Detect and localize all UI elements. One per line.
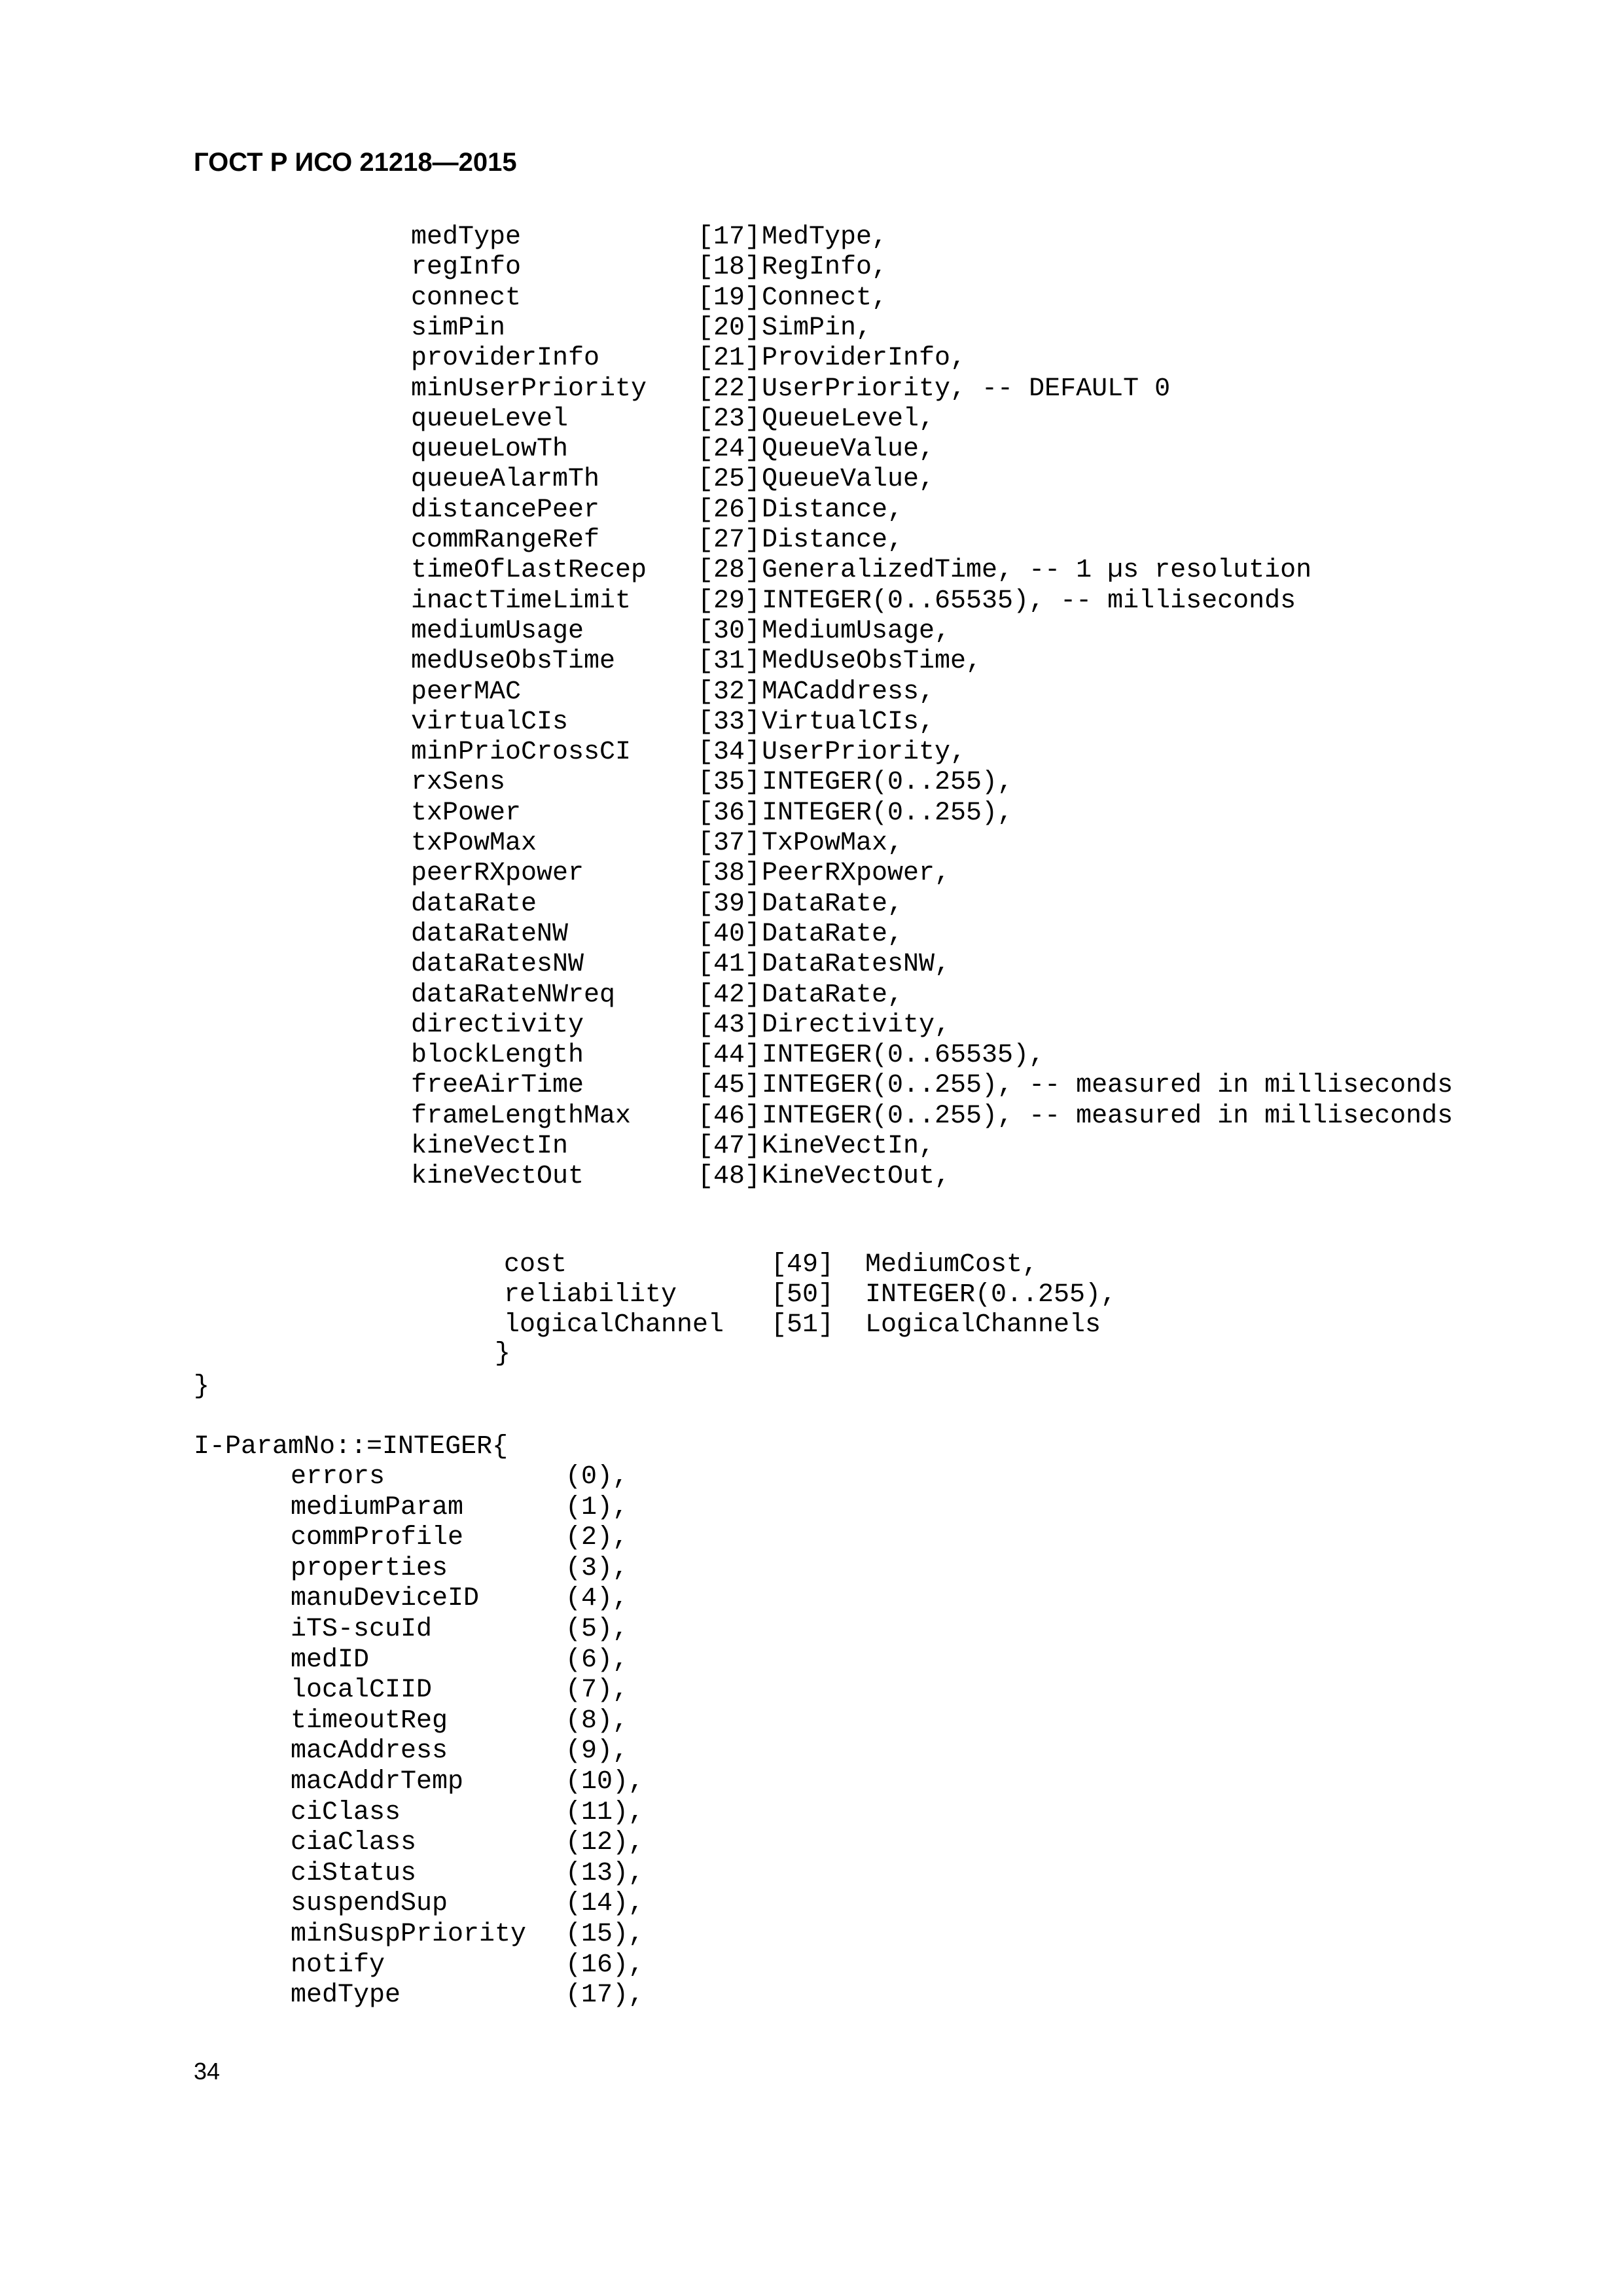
code-line xyxy=(0,1920,1623,1950)
code-name: virtualCIs xyxy=(411,707,569,737)
code-tag: [28] xyxy=(698,556,761,586)
code-tag: [46] xyxy=(698,1101,761,1131)
code-tag: [39] xyxy=(698,889,761,919)
code-type: INTEGER(0..255), -- measured in milliseconds xyxy=(762,1071,1454,1101)
code-line xyxy=(0,647,1623,677)
code-name: localCIID xyxy=(291,1676,433,1706)
code-line xyxy=(0,738,1623,768)
code-tag: [20] xyxy=(698,313,761,343)
code-tag: [38] xyxy=(698,859,761,889)
code-type: UserPriority, -- DEFAULT 0 xyxy=(762,374,1171,404)
code-type: DataRate, xyxy=(762,919,904,949)
code-name: suspendSup xyxy=(291,1889,448,1919)
code-value: (11), xyxy=(565,1797,645,1827)
code-type: DataRate, xyxy=(762,889,904,919)
code-value: (9), xyxy=(565,1736,629,1767)
code-line xyxy=(0,1132,1623,1162)
code-line xyxy=(0,1859,1623,1889)
code-tag: [22] xyxy=(698,374,761,404)
code-name: freeAirTime xyxy=(411,1071,584,1101)
code-name: dataRateNWreq xyxy=(411,980,616,1010)
code-line xyxy=(0,1798,1623,1828)
code-line xyxy=(0,1071,1623,1101)
code-name: minUserPriority xyxy=(411,374,647,404)
code-value: (6), xyxy=(565,1645,629,1675)
code-type: ProviderInfo, xyxy=(762,344,967,374)
code-name: dataRatesNW xyxy=(411,950,584,980)
code-name: commProfile xyxy=(291,1523,464,1553)
code-tag: [49] xyxy=(771,1250,834,1280)
code-tag: [25] xyxy=(698,465,761,495)
code-line xyxy=(0,1645,1623,1676)
code-line xyxy=(0,1523,1623,1553)
code-name: peerRXpower xyxy=(411,859,584,889)
code-line xyxy=(0,586,1623,617)
code-value: (8), xyxy=(565,1706,629,1736)
code-line xyxy=(0,1981,1623,2011)
code-line xyxy=(0,829,1623,859)
code-value: (12), xyxy=(565,1828,645,1858)
code-type: INTEGER(0..255), xyxy=(762,798,1014,828)
code-tag: [35] xyxy=(698,768,761,798)
code-name: cost xyxy=(504,1250,567,1280)
code-tag: [48] xyxy=(698,1162,761,1192)
code-line xyxy=(0,1102,1623,1132)
code-tag: [37] xyxy=(698,829,761,858)
code-name: timeOfLastRecep xyxy=(411,556,647,586)
code-line xyxy=(0,889,1623,920)
code-value: (14), xyxy=(565,1889,645,1919)
code-type: MedUseObsTime, xyxy=(762,647,982,677)
code-type: RegInfo, xyxy=(762,253,888,283)
code-line xyxy=(0,314,1623,344)
code-name: providerInfo xyxy=(411,344,600,374)
code-value: (4), xyxy=(565,1584,629,1614)
code-type: QueueValue, xyxy=(762,435,935,465)
code-name: notify xyxy=(291,1950,385,1980)
code-name: dataRate xyxy=(411,889,537,919)
code-line xyxy=(0,526,1623,556)
code-type: INTEGER(0..65535), xyxy=(762,1041,1045,1071)
code-line xyxy=(0,344,1623,374)
code-line xyxy=(0,1554,1623,1584)
code-tag: [36] xyxy=(698,798,761,828)
code-tag: [51] xyxy=(771,1310,834,1340)
code-line xyxy=(0,283,1623,314)
code-name: peerMAC xyxy=(411,677,522,707)
code-value: (17), xyxy=(565,1981,645,2011)
code-line xyxy=(0,374,1623,404)
code-name: kineVectOut xyxy=(411,1162,584,1192)
code-tag: [43] xyxy=(698,1010,761,1040)
code-line xyxy=(0,1584,1623,1614)
code-name: macAddrTemp xyxy=(291,1767,464,1797)
code-tag: [23] xyxy=(698,404,761,434)
code-line xyxy=(0,465,1623,495)
code-name: dataRateNW xyxy=(411,919,569,949)
code-line xyxy=(0,1676,1623,1706)
code-type: PeerRXpower, xyxy=(762,859,951,889)
code-name: queueLowTh xyxy=(411,435,569,465)
code-type: MedType, xyxy=(762,223,888,252)
code-type: INTEGER(0..255), -- measured in milliseconds xyxy=(762,1101,1454,1131)
code-tag: [18] xyxy=(698,253,761,283)
code-name: inactTimeLimit xyxy=(411,586,632,616)
code-line xyxy=(0,1767,1623,1797)
code-name: txPowMax xyxy=(411,829,537,858)
code-name: connect xyxy=(411,283,522,313)
code-name: queueAlarmTh xyxy=(411,465,600,495)
code-name: rxSens xyxy=(411,768,506,798)
code-line xyxy=(0,1462,1623,1492)
code-type: MediumUsage, xyxy=(762,616,951,646)
code-name: reliability xyxy=(504,1280,677,1310)
document-header: ГОСТ Р ИСО 21218—2015 xyxy=(194,148,517,177)
code-tag: [41] xyxy=(698,950,761,980)
code-value: (3), xyxy=(565,1553,629,1583)
page-number: 34 xyxy=(194,2058,221,2085)
code-type: QueueValue, xyxy=(762,465,935,495)
code-name: directivity xyxy=(411,1010,584,1040)
code-type: KineVectIn, xyxy=(762,1132,935,1161)
code-value: (16), xyxy=(565,1950,645,1980)
code-tag: [24] xyxy=(698,435,761,465)
code-tag: [40] xyxy=(698,919,761,949)
code-name: minPrioCrossCI xyxy=(411,738,632,768)
code-line xyxy=(0,708,1623,738)
code-name: manuDeviceID xyxy=(291,1584,480,1614)
code-name: txPower xyxy=(411,798,522,828)
code-line xyxy=(0,495,1623,526)
code-type: QueueLevel, xyxy=(762,404,935,434)
code-type: SimPin, xyxy=(762,313,872,343)
code-name: commRangeRef xyxy=(411,526,600,555)
outer-closing-brace: } xyxy=(194,1372,210,1401)
code-name: mediumParam xyxy=(291,1492,464,1522)
code-value: (15), xyxy=(565,1920,645,1949)
inner-closing-brace: } xyxy=(495,1339,511,1369)
code-tag: [44] xyxy=(698,1041,761,1071)
code-value: (7), xyxy=(565,1676,629,1706)
code-name: queueLevel xyxy=(411,404,569,434)
code-line xyxy=(0,1280,1623,1310)
code-value: (10), xyxy=(565,1767,645,1797)
code-line xyxy=(0,617,1623,647)
code-type: DataRatesNW, xyxy=(762,950,951,980)
code-type: LogicalChannels xyxy=(865,1310,1101,1340)
code-type: GeneralizedTime, -- 1 µs resolution xyxy=(762,556,1312,586)
code-name: errors xyxy=(291,1462,385,1492)
code-type: DataRate, xyxy=(762,980,904,1010)
code-line xyxy=(0,1493,1623,1523)
code-name: frameLengthMax xyxy=(411,1101,632,1131)
code-line xyxy=(0,859,1623,889)
code-value: (1), xyxy=(565,1492,629,1522)
code-type: Distance, xyxy=(762,495,904,525)
code-type: MediumCost, xyxy=(865,1250,1039,1280)
code-type: MACaddress, xyxy=(762,677,935,707)
code-name: iTS-scuId xyxy=(291,1615,433,1644)
code-type: Directivity, xyxy=(762,1010,951,1040)
code-type: INTEGER(0..255), xyxy=(762,768,1014,798)
code-line xyxy=(0,1950,1623,1981)
code-name: medType xyxy=(411,223,522,252)
code-line xyxy=(0,1736,1623,1767)
code-tag: [17] xyxy=(698,223,761,252)
code-tag: [26] xyxy=(698,495,761,525)
code-tag: [32] xyxy=(698,677,761,707)
code-name: medID xyxy=(291,1645,370,1675)
code-name: medUseObsTime xyxy=(411,647,616,677)
code-value: (2), xyxy=(565,1523,629,1553)
code-tag: [29] xyxy=(698,586,761,616)
code-line xyxy=(0,1889,1623,1919)
code-name: logicalChannel xyxy=(504,1310,724,1340)
code-name: medType xyxy=(291,1981,401,2011)
code-tag: [45] xyxy=(698,1071,761,1101)
code-name: distancePeer xyxy=(411,495,600,525)
code-line xyxy=(0,798,1623,829)
code-type: UserPriority, xyxy=(762,738,967,768)
code-line xyxy=(0,980,1623,1011)
code-tag: [27] xyxy=(698,526,761,555)
code-line xyxy=(0,556,1623,586)
iparamno-heading: I-ParamNo::=INTEGER{ xyxy=(194,1432,508,1462)
code-type: KineVectOut, xyxy=(762,1162,951,1192)
code-tag: [34] xyxy=(698,738,761,768)
code-name: properties xyxy=(291,1553,448,1583)
code-type: INTEGER(0..65535), -- milliseconds xyxy=(762,586,1296,616)
code-line xyxy=(0,1310,1623,1340)
code-type: Connect, xyxy=(762,283,888,313)
code-value: (5), xyxy=(565,1615,629,1644)
code-line xyxy=(0,404,1623,435)
code-type: Distance, xyxy=(762,526,904,555)
code-name: kineVectIn xyxy=(411,1132,569,1161)
code-line xyxy=(0,1041,1623,1071)
code-line xyxy=(0,1011,1623,1041)
code-name: timeoutReg xyxy=(291,1706,448,1736)
code-line xyxy=(0,950,1623,980)
code-type: VirtualCIs, xyxy=(762,707,935,737)
code-tag: [21] xyxy=(698,344,761,374)
code-tag: [47] xyxy=(698,1132,761,1161)
code-line xyxy=(0,223,1623,253)
code-line xyxy=(0,677,1623,708)
code-tag: [19] xyxy=(698,283,761,313)
code-type: INTEGER(0..255), xyxy=(865,1280,1117,1310)
code-name: ciaClass xyxy=(291,1828,417,1858)
code-name: ciStatus xyxy=(291,1858,417,1888)
code-line xyxy=(0,1706,1623,1736)
code-name: macAddress xyxy=(291,1736,448,1767)
code-line xyxy=(0,1250,1623,1280)
code-line xyxy=(0,435,1623,465)
code-name: simPin xyxy=(411,313,506,343)
code-value: (13), xyxy=(565,1858,645,1888)
code-line xyxy=(0,920,1623,950)
code-tag: [50] xyxy=(771,1280,834,1310)
code-line xyxy=(0,1615,1623,1645)
code-value: (0), xyxy=(565,1462,629,1492)
code-name: minSuspPriority xyxy=(291,1920,527,1949)
code-name: blockLength xyxy=(411,1041,584,1071)
code-line xyxy=(0,1162,1623,1192)
code-line xyxy=(0,768,1623,798)
code-tag: [33] xyxy=(698,707,761,737)
code-tag: [42] xyxy=(698,980,761,1010)
code-name: mediumUsage xyxy=(411,616,584,646)
code-type: TxPowMax, xyxy=(762,829,904,858)
code-tag: [31] xyxy=(698,647,761,677)
code-line xyxy=(0,1828,1623,1858)
code-name: regInfo xyxy=(411,253,522,283)
code-name: ciClass xyxy=(291,1797,401,1827)
code-line xyxy=(0,253,1623,283)
code-tag: [30] xyxy=(698,616,761,646)
